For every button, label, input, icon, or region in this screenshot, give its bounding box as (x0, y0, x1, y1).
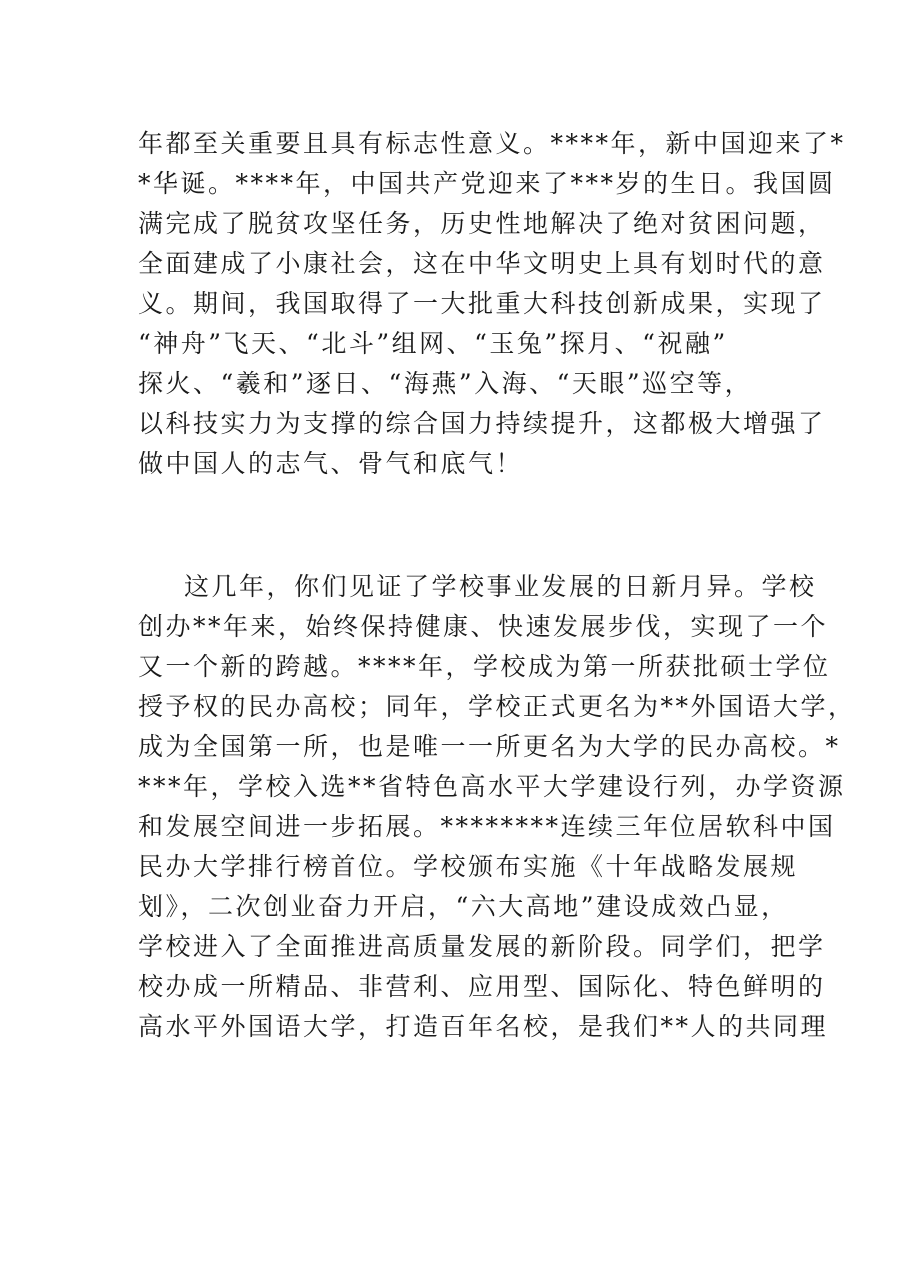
text-line: ***年，学校入选**省特色高水平大学建设行列，办学资源 (138, 772, 846, 801)
text-line: 和发展空间进一步拓展。********连续三年位居软科中国 (138, 812, 836, 841)
text-line: 全面建成了小康社会，这在中华文明史上具有划时代的意 (138, 249, 826, 278)
text-line: 授予权的民办高校；同年，学校正式更名为**外国语大学， (138, 692, 856, 721)
text-line: 做中国人的志气、骨气和底气！ (138, 449, 524, 478)
text-line: 高水平外国语大学，打造百年名校，是我们**人的共同理 (138, 1012, 829, 1041)
text-line: 又一个新的跨越。****年，学校成为第一所获批硕士学位 (138, 652, 831, 681)
text-line: “神舟”飞天、“北斗”组网、“玉兔”探月、“祝融” (138, 329, 728, 358)
text-line: 义。期间，我国取得了一大批重大科技创新成果，实现了 (138, 289, 826, 318)
text-line: 学校进入了全面推进高质量发展的新阶段。同学们，把学 (138, 932, 826, 961)
text-line: 这几年，你们见证了学校事业发展的日新月异。学校 (184, 572, 817, 601)
paragraph-1 (138, 124, 846, 484)
text-line: 年都至关重要且具有标志性意义。****年，新中国迎来了* (138, 129, 846, 158)
text-line: 以科技实力为支撑的综合国力持续提升，这都极大增强了 (138, 409, 826, 438)
text-line: 校办成一所精品、非营利、应用型、国际化、特色鲜明的 (138, 972, 826, 1001)
text-line: 成为全国第一所，也是唯一一所更名为大学的民办高校。* (138, 732, 841, 761)
text-line: 创办**年来，始终保持健康、快速发展步伐，实现了一个 (138, 612, 829, 641)
text-line: 划》，二次创业奋力开启，“六大高地”建设成效凸显， (138, 892, 789, 921)
text-line: 探火、“羲和”逐日、“海燕”入海、“天眼”巡空等， (138, 369, 753, 398)
text-line: *华诞。****年，中国共产党迎来了***岁的生日。我国圆 (138, 169, 836, 198)
text-line: 民办大学排行榜首位。学校颁布实施《十年战略发展规 (138, 852, 799, 881)
text-line: 满完成了脱贫攻坚任务，历史性地解决了绝对贫困问题， (138, 209, 826, 238)
paragraph-2 (138, 567, 856, 1047)
